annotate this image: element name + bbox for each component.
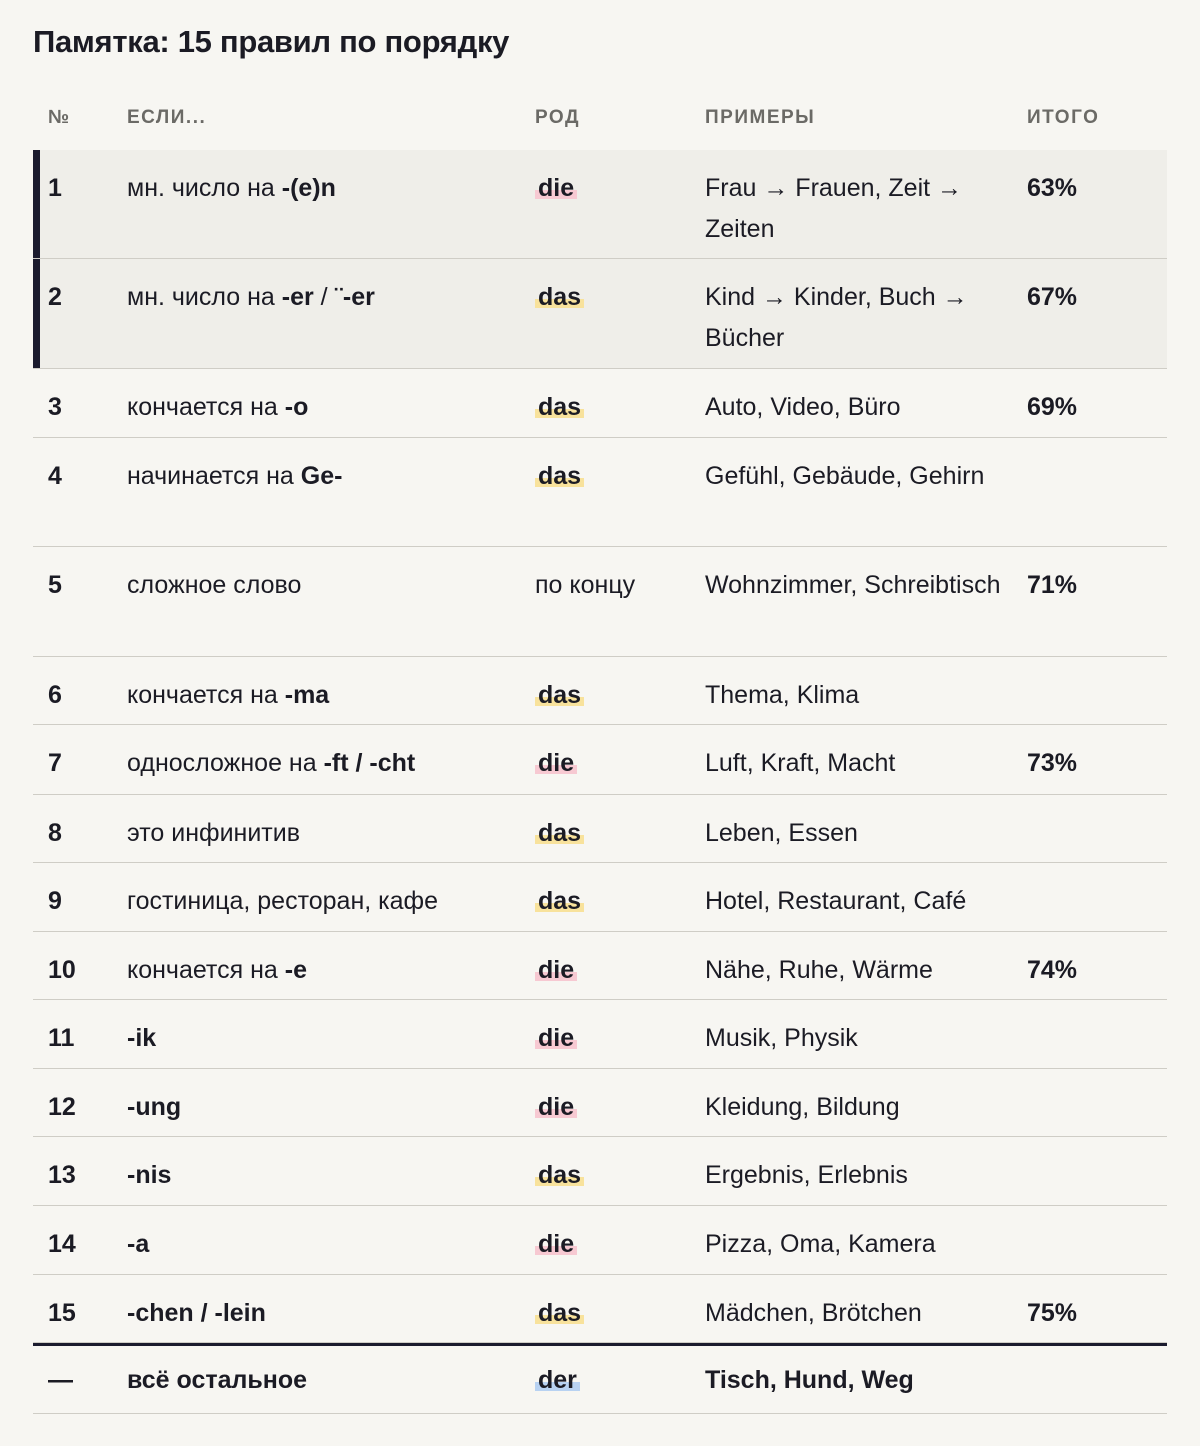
rule-examples: Pizza, Oma, Kamera — [705, 1230, 936, 1258]
rule-examples: Ergebnis, Erlebnis — [705, 1161, 908, 1189]
rule-number: 4 — [48, 462, 62, 490]
rule-examples: Mädchen, Brötchen — [705, 1299, 922, 1327]
table-row — [33, 863, 1167, 932]
rule-examples: Nähe, Ruhe, Wärme — [705, 956, 933, 984]
rule-examples: Frau → Frauen, Zeit → Zeiten — [705, 174, 963, 243]
rule-examples: Musik, Physik — [705, 1024, 858, 1052]
rule-condition — [127, 1018, 156, 1059]
rule-total: 75% — [1027, 1299, 1078, 1327]
gender-tag-die: die — [535, 749, 577, 777]
rule-gender — [535, 277, 584, 318]
condition-suffix: -nis — [127, 1161, 172, 1189]
gender-tag-das: das — [535, 393, 584, 421]
condition-suffix: -ung — [127, 1093, 182, 1121]
rule-examples: Thema, Klima — [705, 681, 860, 709]
rule-gender — [535, 813, 584, 854]
rule-gender — [535, 1018, 577, 1059]
rule-total: 69% — [1027, 393, 1078, 421]
rule-condition — [127, 168, 336, 209]
rule-gender — [535, 456, 584, 497]
table-row — [33, 1000, 1167, 1069]
default-gender — [535, 1360, 580, 1401]
default-condition: всё остальное — [127, 1366, 308, 1394]
rule-total: 71% — [1027, 571, 1078, 599]
rule-condition — [127, 456, 342, 497]
rule-condition — [127, 1224, 149, 1265]
gender-tag-die: die — [535, 1230, 577, 1258]
condition-text: это инфинитив — [127, 819, 300, 847]
gender-tag-die: die — [535, 956, 577, 984]
rule-gender — [535, 1155, 584, 1196]
rule-condition — [127, 277, 375, 318]
condition-suffix: -ik — [127, 1024, 157, 1052]
rule-gender — [535, 1087, 577, 1128]
condition-text: кончается на — [127, 681, 285, 709]
default-examples: Tisch, Hund, Weg — [705, 1366, 914, 1394]
rule-gender — [535, 675, 584, 716]
condition-suffix: -er — [281, 283, 314, 311]
condition-text: гостиница, ресторан, кафе — [127, 887, 439, 915]
rule-condition — [127, 675, 329, 716]
rule-examples: Gefühl, Gebäude, Gehirn — [705, 462, 985, 490]
rule-total: 74% — [1027, 956, 1078, 984]
gender-tag-das: das — [535, 1299, 584, 1327]
gender-tag-das: das — [535, 887, 584, 915]
rule-gender — [535, 387, 584, 428]
header-num: № — [48, 107, 71, 128]
rule-examples: Hotel, Restaurant, Café — [705, 887, 967, 915]
gender-tag-die: die — [535, 1093, 577, 1121]
page-title: Памятка: 15 правил по порядку — [33, 24, 510, 59]
rule-total: 63% — [1027, 174, 1078, 202]
condition-text: мн. число на — [127, 174, 282, 202]
gender-text: по концу — [535, 571, 636, 599]
table-row — [33, 1137, 1167, 1206]
condition-text: кончается на — [127, 393, 285, 421]
rule-number: 10 — [48, 956, 76, 984]
table-row-default — [33, 1343, 1167, 1414]
table-header — [33, 96, 1167, 151]
table-row — [33, 150, 1167, 259]
table-row — [33, 725, 1167, 795]
table-row — [33, 657, 1167, 725]
rule-number: 14 — [48, 1230, 76, 1258]
rule-condition — [127, 1293, 266, 1334]
rule-examples: Leben, Essen — [705, 819, 858, 847]
rule-gender — [535, 743, 577, 784]
condition-text: начинается на — [127, 462, 301, 490]
rule-total: 73% — [1027, 749, 1078, 777]
rule-number: 2 — [48, 283, 62, 311]
rule-number: 3 — [48, 393, 62, 421]
rule-gender — [535, 1293, 584, 1334]
header-condition: ЕСЛИ... — [127, 107, 207, 128]
condition-text: кончается на — [127, 956, 285, 984]
header-total: ИТОГО — [1027, 107, 1100, 128]
table-row — [33, 369, 1167, 438]
rule-condition — [127, 1087, 181, 1128]
gender-tag-das: das — [535, 1161, 584, 1189]
condition-suffix: -chen / -lein — [127, 1299, 266, 1327]
rule-examples: Auto, Video, Büro — [705, 393, 901, 421]
rule-total: 67% — [1027, 283, 1078, 311]
header-examples: ПРИМЕРЫ — [705, 107, 816, 128]
gender-tag-das: das — [535, 283, 584, 311]
condition-text: сложное слово — [127, 571, 302, 599]
rule-number: 11 — [48, 1024, 75, 1052]
rule-number: 1 — [48, 174, 62, 202]
rule-number: 7 — [48, 749, 62, 777]
rule-condition — [127, 813, 300, 854]
condition-suffix: -ft / -cht — [323, 749, 416, 777]
rule-number: 12 — [48, 1093, 76, 1121]
gender-tag-die: die — [535, 174, 577, 202]
condition-suffix: -a — [127, 1230, 150, 1258]
rule-condition — [127, 881, 438, 922]
rule-number: 5 — [48, 571, 62, 599]
table-row — [33, 1069, 1167, 1137]
condition-text: мн. число на — [127, 283, 282, 311]
gender-tag-der: der — [535, 1366, 580, 1394]
rule-examples: Luft, Kraft, Macht — [705, 749, 896, 777]
table-row — [33, 547, 1167, 657]
gender-tag-das: das — [535, 462, 584, 490]
rules-table-body — [33, 150, 1167, 1414]
condition-suffix: Ge- — [300, 462, 343, 490]
rule-gender — [535, 950, 577, 991]
rule-condition — [127, 565, 301, 606]
rule-condition — [127, 950, 307, 991]
rule-gender — [535, 1224, 577, 1265]
table-row — [33, 259, 1167, 369]
condition-suffix: ¨-er — [334, 283, 375, 311]
condition-text: односложное на — [127, 749, 324, 777]
rule-examples: Kleidung, Bildung — [705, 1093, 900, 1121]
condition-text: / — [313, 283, 335, 311]
gender-tag-das: das — [535, 681, 584, 709]
rule-gender — [535, 168, 577, 209]
condition-suffix: -e — [284, 956, 307, 984]
rule-examples: Kind → Kinder, Buch → Bücher — [705, 283, 968, 352]
rule-gender — [535, 565, 635, 606]
gender-tag-das: das — [535, 819, 584, 847]
default-num: — — [48, 1366, 73, 1394]
rule-condition — [127, 1155, 171, 1196]
table-row — [33, 1206, 1167, 1275]
rule-number: 9 — [48, 887, 62, 915]
condition-suffix: -(e)n — [281, 174, 336, 202]
table-row — [33, 795, 1167, 863]
rule-examples: Wohnzimmer, Schreibtisch — [705, 571, 1001, 599]
table-row — [33, 438, 1167, 547]
rule-number: 13 — [48, 1161, 76, 1189]
table-row — [33, 932, 1167, 1000]
rule-number: 15 — [48, 1299, 76, 1327]
rule-number: 8 — [48, 819, 62, 847]
condition-suffix: -o — [284, 393, 309, 421]
header-gender: РОД — [535, 107, 580, 128]
gender-tag-die: die — [535, 1024, 577, 1052]
rule-condition — [127, 743, 415, 784]
rule-number: 6 — [48, 681, 62, 709]
rule-condition — [127, 387, 308, 428]
condition-suffix: -ma — [284, 681, 330, 709]
table-row — [33, 1275, 1167, 1343]
rule-gender — [535, 881, 584, 922]
